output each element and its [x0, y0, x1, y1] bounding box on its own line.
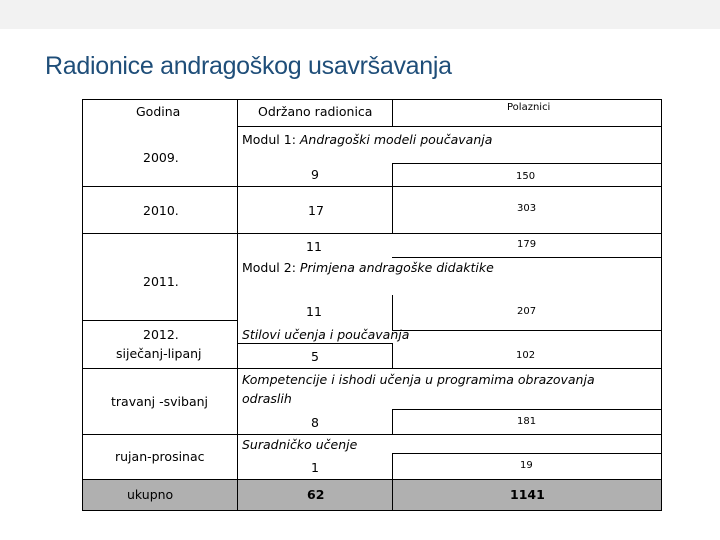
workshops-2012: 5: [311, 349, 319, 364]
topic-kompetencije-line2: odraslih: [242, 391, 292, 406]
participants-total: 1141: [510, 487, 545, 502]
module-2-label: Modul 2: Primjena andragoške didaktike: [242, 260, 494, 275]
workshops-2011-m2: 11: [306, 304, 322, 319]
participants-2010: 303: [517, 203, 537, 214]
period-travanj-svibanj: travanj -svibanj: [111, 394, 209, 409]
year-2012: 2012.: [143, 327, 179, 342]
participants-2012: 102: [516, 350, 536, 361]
workshops-rujan: 1: [311, 460, 319, 475]
participants-rujan: 19: [520, 460, 533, 471]
year-2009: 2009.: [143, 150, 179, 165]
period-sijecanj-lipanj: siječanj-lipanj: [116, 346, 202, 361]
top-bar: [0, 0, 720, 29]
workshops-2011-m1: 11: [306, 239, 322, 254]
header-participants: Polaznici: [507, 102, 551, 113]
period-rujan-prosinac: rujan-prosinac: [115, 449, 205, 464]
workshops-2010: 17: [308, 203, 324, 218]
year-2010: 2010.: [143, 203, 179, 218]
participants-2011-m2: 207: [517, 306, 537, 317]
header-workshops: Održano radionica: [258, 104, 373, 119]
total-label: ukupno: [127, 487, 174, 502]
workshops-travanj: 8: [311, 415, 319, 430]
participants-2011-m1: 179: [517, 239, 537, 250]
participants-travanj: 181: [517, 416, 537, 427]
topic-kompetencije-line1: Kompetencije i ishodi učenja u programima obrazovanja: [242, 372, 595, 387]
header-year: Godina: [136, 104, 181, 119]
module-1-label: Modul 1: Andragoški modeli poučavanja: [242, 132, 493, 147]
topic-suradnicko: Suradničko učenje: [242, 437, 358, 452]
year-2011: 2011.: [143, 274, 179, 289]
topic-stilovi: Stilovi učenja i poučavanja: [242, 327, 410, 342]
participants-2009: 150: [516, 171, 536, 182]
workshops-2009: 9: [311, 167, 319, 182]
module-1-title: Andragoški modeli poučavanja: [299, 132, 493, 147]
module-2-title: Primjena andragoške didaktike: [299, 260, 494, 275]
workshops-total: 62: [307, 487, 325, 502]
slide-title: Radionice andragoškog usavršavanja: [45, 52, 452, 80]
